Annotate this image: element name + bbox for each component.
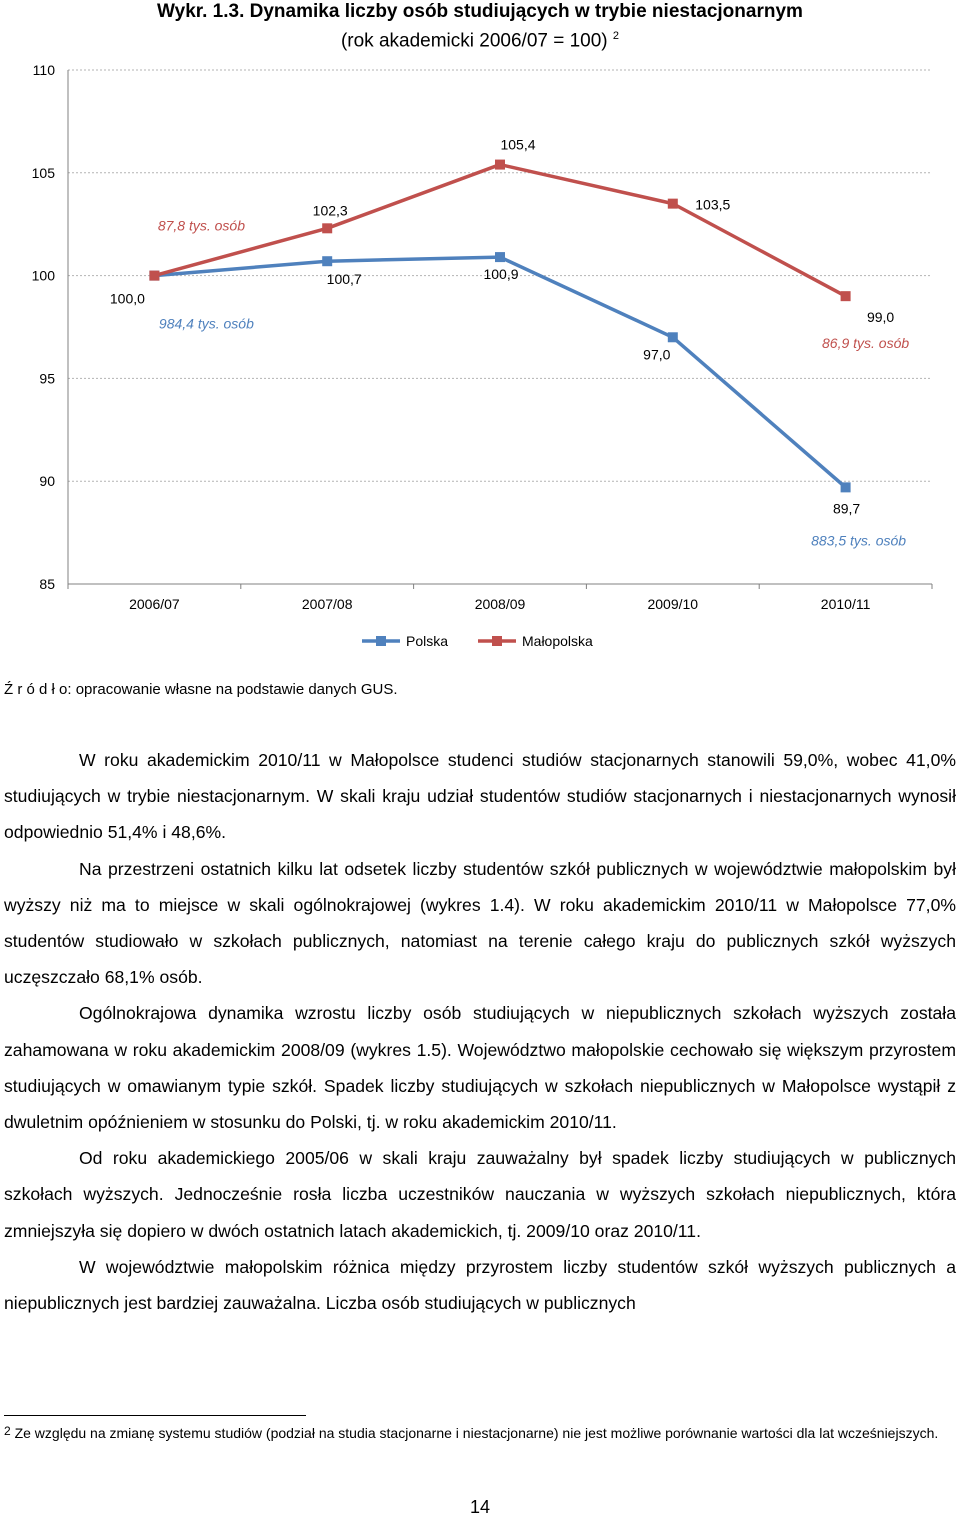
series-line-polska: [154, 257, 845, 487]
data-point: [149, 271, 159, 281]
legend-swatch-marker: [376, 636, 386, 646]
data-label: 100,9: [483, 266, 519, 283]
body-text: [4, 742, 956, 1321]
paragraph: Od roku akademickiego 2005/06 w skali kraju zauważalny był spadek liczby studiujących w publicznych szkołach wyższych. Jednocześnie rosła liczba uczestników nauczania w wyższych szkołach niepublicznych, która zmniejszyła się dopiero w dwóch ostatnich latach akademickich, tj. 2009/10 oraz 2010/11.: [4, 1148, 956, 1241]
footnote-text: Ze względu na zmianę systemu studiów (podział na studia stacjonarne i niestacjonarne) nie jest możliwe porównanie wartości dla lat wcześniejszych.: [14, 1425, 939, 1441]
chart-legend: [362, 633, 593, 649]
y-tick-label: 110: [32, 62, 55, 78]
figure-source: Ź r ó d ł o: opracowanie własne na podstawie danych GUS.: [4, 681, 398, 698]
data-label: 100,0: [109, 290, 145, 307]
figure-title-line2-text: (rok akademicki 2006/07 = 100): [340, 30, 608, 52]
data-label: 103,5: [695, 196, 731, 213]
data-point: [322, 223, 332, 233]
y-tick-label: 105: [31, 164, 55, 181]
footnote-mark: 2: [4, 1424, 11, 1438]
data-point: [841, 291, 851, 301]
data-label: 102,3: [312, 202, 348, 219]
chart-axes: [32, 62, 932, 612]
legend-label: Małopolska: [522, 633, 593, 649]
data-label: 99,0: [866, 309, 895, 326]
x-tick-label: 2010/11: [820, 596, 871, 612]
line-chart: [0, 0, 960, 670]
figure-title-line2: [0, 24, 960, 53]
footnote: [4, 1424, 956, 1442]
page-number: 14: [469, 1497, 491, 1517]
legend-label: Polska: [406, 633, 449, 649]
annotation-label: 86,9 tys. osób: [822, 335, 910, 352]
x-tick-label: 2009/10: [647, 596, 699, 612]
data-point: [668, 332, 678, 342]
data-point: [841, 482, 851, 492]
x-tick-label: 2008/09: [474, 596, 526, 612]
data-label: 89,7: [832, 500, 861, 517]
data-point: [322, 256, 332, 266]
data-label: 100,7: [326, 271, 362, 288]
chart-data-labels: [110, 137, 910, 549]
y-tick-label: 85: [39, 576, 55, 592]
figure-title: [0, 0, 960, 53]
chart-series: [149, 160, 850, 493]
y-tick-label: 90: [39, 473, 55, 490]
paragraph: Na przestrzeni ostatnich kilku lat odsetek liczby studentów szkół publicznych w województwie małopolskim był wyższy niż ma to miejsce w skali ogólnokrajowej (wykres 1.4). W roku akademickim 2010/11 w Małopolsce 77,0% studentów studiowało w szkołach publicznych, natomiast na terenie całego kraju do publicznych szkół wyższych uczęszczało 68,1% osób.: [4, 858, 956, 988]
paragraph: Ogólnokrajowa dynamika wzrostu liczby osób studiujących w niepublicznych szkołach wyższych została zahamowana w roku akademickim 2008/09 (wykres 1.5). Województwo małopolskie cechowało się większym przyrostem studiujących w omawianym typie szkół. Spadek liczby studiujących w szkołach niepublicznych w Małopolsce wystąpił z dwuletnim opóźnieniem w stosunku do Polski, tj. w roku akademickim 2010/11.: [4, 1003, 956, 1133]
annotation-label: 984,4 tys. osób: [158, 315, 254, 332]
annotation-label: 883,5 tys. osób: [811, 532, 907, 549]
data-point: [668, 199, 678, 209]
paragraph: W roku akademickim 2010/11 w Małopolsce studenci studiów stacjonarnych stanowili 59,0%, wobec 41,0% studiujących w trybie niestacjonarnym. W skali kraju udział studentów studiów stacjonarnych i niestacjonarnych wynosił odpowiednio 51,4% i 48,6%.: [4, 750, 956, 843]
x-tick-label: 2006/07: [129, 596, 180, 612]
x-tick-label: 2007/08: [301, 596, 353, 612]
annotation-label: 87,8 tys. osób: [157, 217, 245, 234]
figure-title-line1: Wykr. 1.3. Dynamika liczby osób studiujących w trybie niestacjonarnym: [157, 1, 803, 22]
data-label: 97,0: [643, 346, 671, 363]
paragraph: W województwie małopolskim różnica między przyrostem liczby studentów szkół wyższych publicznych a niepublicznych jest bardziej zauważalna. Liczba osób studiujących w publicznych: [4, 1256, 956, 1314]
data-point: [495, 160, 505, 170]
y-tick-label: 95: [39, 370, 55, 387]
y-tick-label: 100: [31, 267, 55, 284]
data-point: [495, 252, 505, 262]
footnote-reference: 2: [612, 30, 620, 42]
footnote-divider: [4, 1415, 306, 1416]
data-label: 105,4: [500, 136, 536, 153]
legend-swatch-marker: [492, 636, 502, 646]
